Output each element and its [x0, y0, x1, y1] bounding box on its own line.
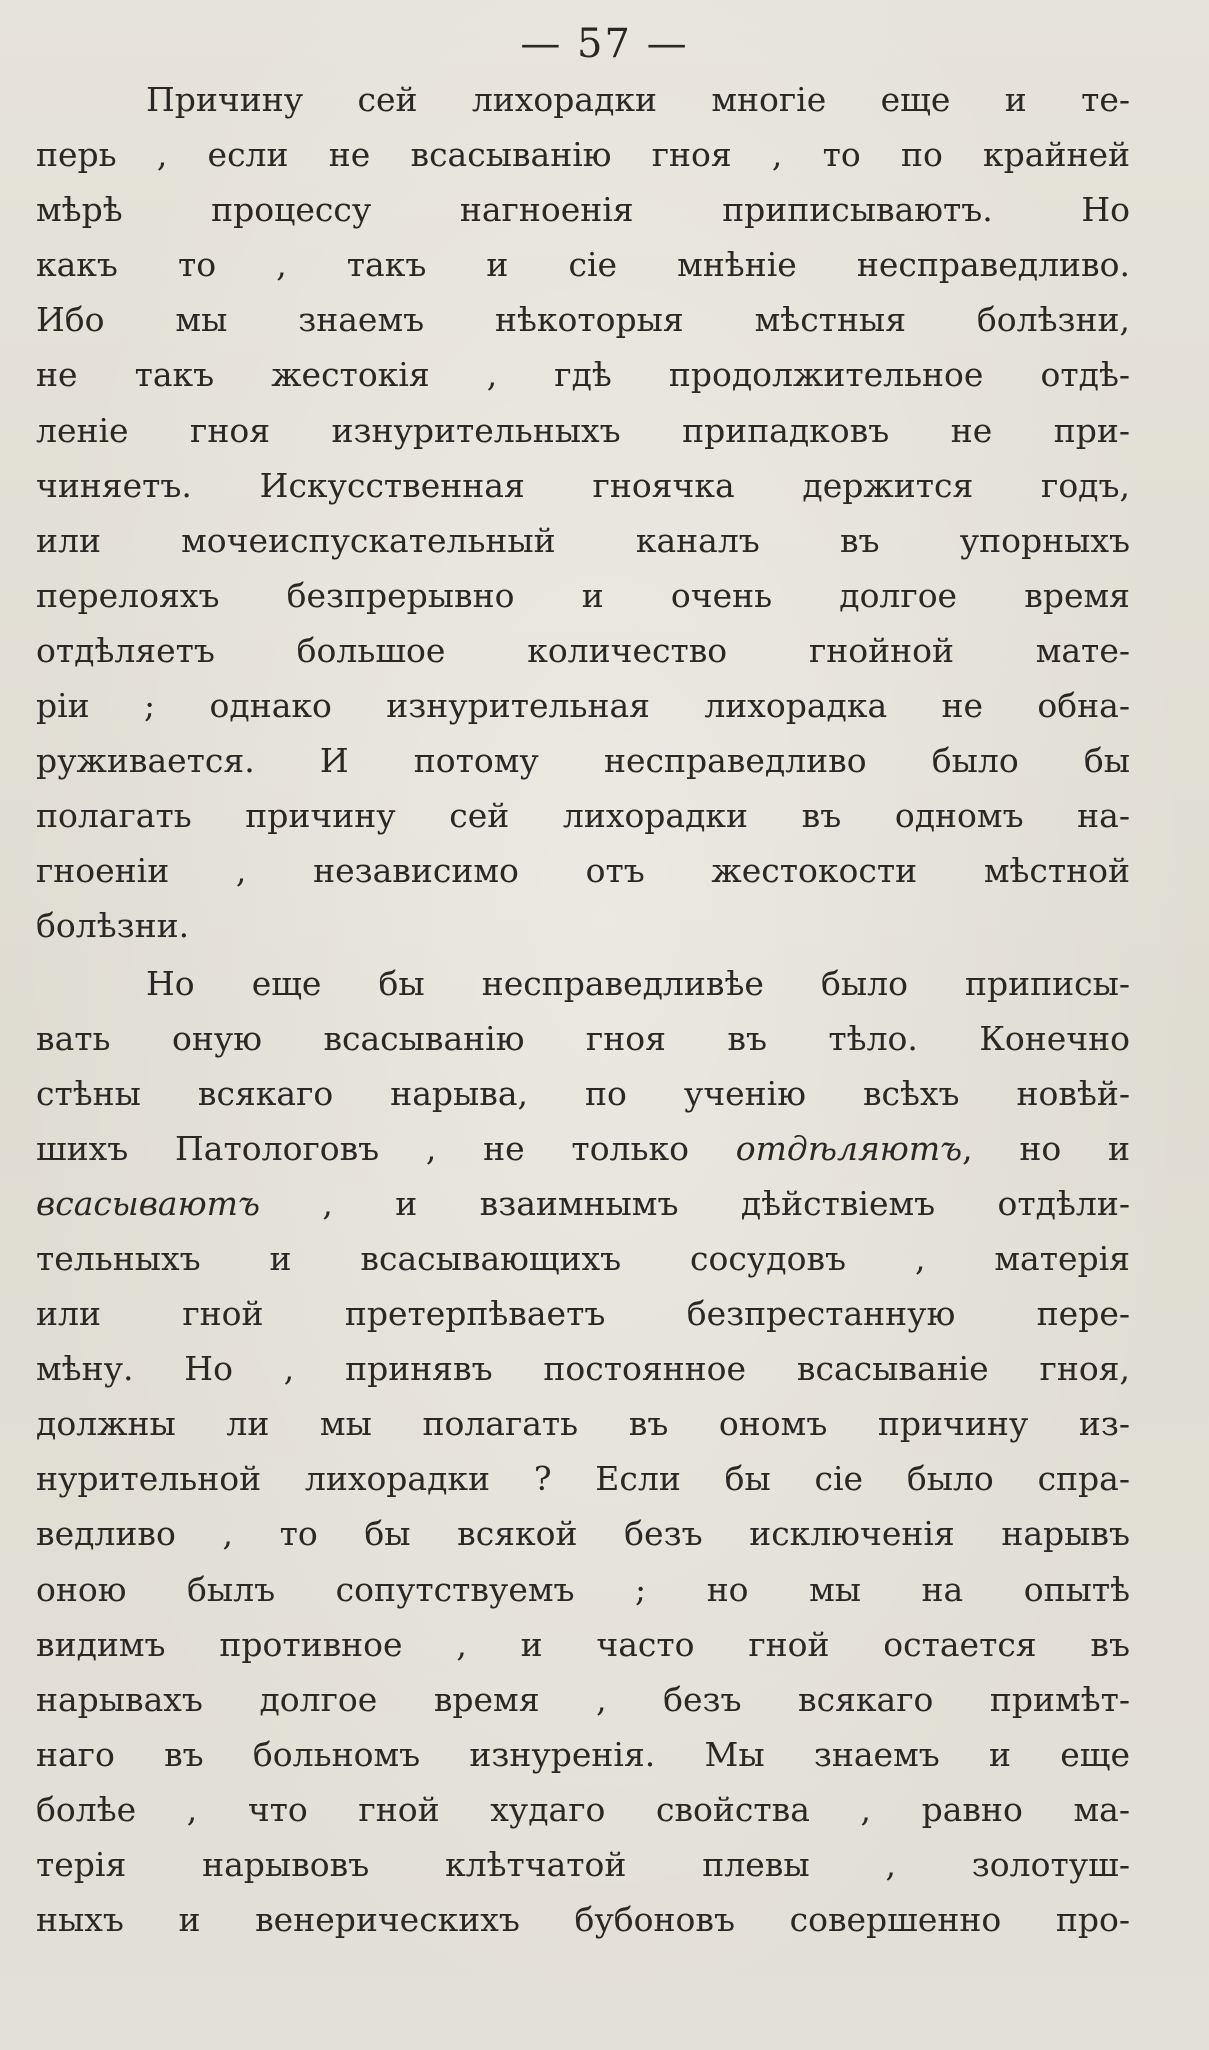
- text-segment: , и взаимнымъ дѣйствіемъ отдѣли-: [259, 1183, 1130, 1223]
- text-line: перелояхъ безпрерывно и очень долгое время: [36, 575, 1130, 615]
- text-line: оною былъ сопутствуемъ ; но мы на опытѣ: [36, 1569, 1130, 1609]
- body-text: [36, 72, 1130, 1947]
- text-line: видимъ противное , и часто гной остается въ: [36, 1624, 1130, 1664]
- text-line: леніе гноя изнурительныхъ припадковъ не при-: [36, 410, 1130, 450]
- italic-term: всасываютъ: [36, 1183, 260, 1223]
- text-line: тельныхъ и всасывающихъ сосудовъ , матерія: [36, 1238, 1130, 1278]
- text-line: Но еще бы несправедливѣе было приписы-: [146, 963, 1130, 1003]
- text-line: отдѣляетъ большое количество гнойной мате-: [36, 630, 1130, 670]
- text-line: не такъ жестокія , гдѣ продолжительное отдѣ-: [36, 355, 1130, 395]
- text-line: или мочеиспускательный каналъ въ упорныхъ: [36, 520, 1130, 560]
- text-line: чиняетъ. Искусственная гноячка держится годъ,: [36, 465, 1130, 505]
- text-line: руживается. И потому несправедливо было бы: [36, 741, 1130, 781]
- text-line: гноеніи , независимо отъ жестокости мѣстной: [36, 851, 1130, 891]
- italic-term: отдѣляютъ: [735, 1128, 963, 1168]
- text-line: какъ то , такъ и сіе мнѣніе несправедливо.: [36, 245, 1130, 285]
- text-segment: шихъ Патологовъ , не только: [36, 1128, 736, 1168]
- text-line: нарывахъ долгое время , безъ всякаго примѣт-: [36, 1679, 1130, 1719]
- text-line: или гной претерпѣваетъ безпрестанную пере-: [36, 1294, 1130, 1334]
- text-line: Причину сей лихорадки многіе еще и те-: [146, 80, 1130, 119]
- text-line: ріи ; однако изнурительная лихорадка не обна-: [36, 686, 1130, 726]
- text-line-with-italic: [36, 1121, 1130, 1176]
- text-line: стѣны всякаго нарыва, по ученію всѣхъ новѣй-: [36, 1073, 1130, 1113]
- text-line: Ибо мы знаемъ нѣкоторыя мѣстныя болѣзни,: [36, 300, 1130, 340]
- text-line: болѣе , что гной худаго свойства , равно ма-: [36, 1789, 1130, 1829]
- text-line: мѣрѣ процессу нагноенія приписываютъ. Но: [36, 190, 1130, 230]
- paragraph-1: [36, 72, 1130, 954]
- text-line: терія нарывовъ клѣтчатой плевы , золотуш-: [36, 1845, 1130, 1884]
- text-line: нурительной лихорадки ? Если бы сіе было спра-: [36, 1459, 1130, 1499]
- text-line: мѣну. Но , принявъ постоянное всасываніе гноя,: [36, 1349, 1130, 1389]
- text-line: вать оную всасыванію гноя въ тѣло. Конечно: [36, 1018, 1130, 1058]
- text-line: должны ли мы полагать въ ономъ причину из-: [36, 1404, 1130, 1444]
- text-line-with-italic: [36, 1176, 1130, 1231]
- paragraph-2: [36, 956, 1130, 1948]
- text-line: ныхъ и венерическихъ бубоновъ совершенно про-: [36, 1900, 1130, 1940]
- text-line: ведливо , то бы всякой безъ исключенія нарывъ: [36, 1514, 1130, 1554]
- text-segment: , но и: [962, 1128, 1130, 1168]
- text-line: перь , если не всасыванію гноя , то по крайней: [36, 135, 1130, 175]
- text-line: болѣзни.: [36, 906, 190, 946]
- text-line: наго въ больномъ изнуренія. Мы знаемъ и еще: [36, 1734, 1130, 1774]
- text-line: полагать причину сей лихорадки въ одномъ на-: [36, 796, 1130, 836]
- page-number: — 57 —: [520, 21, 689, 67]
